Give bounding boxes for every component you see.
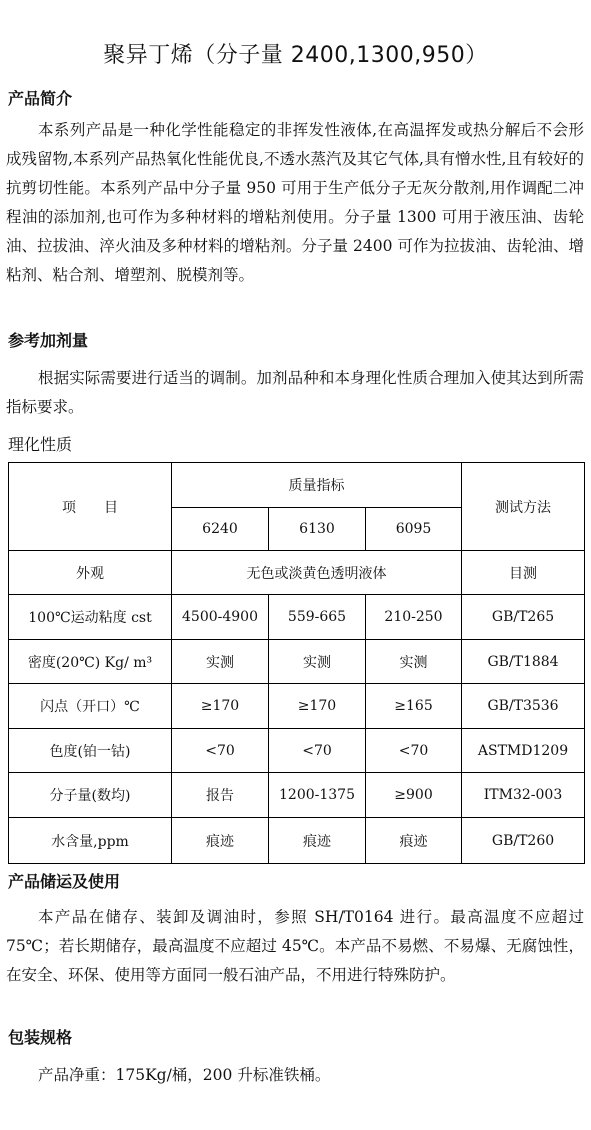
row-value-6130: 痕迹 xyxy=(269,818,366,864)
row-value-6240: 4500-4900 xyxy=(172,595,269,640)
table-row xyxy=(9,640,585,684)
quality-header: 质量指标 xyxy=(172,463,462,508)
table-row xyxy=(9,818,585,864)
grade-6095: 6095 xyxy=(366,508,462,551)
intro-heading: 产品简介 xyxy=(8,89,73,108)
row-label: 色度(铂一钴) xyxy=(9,729,172,773)
grade-6240: 6240 xyxy=(172,508,269,551)
table-row xyxy=(9,773,585,818)
appearance-method: 目测 xyxy=(462,551,585,595)
storage-heading: 产品储运及使用 xyxy=(8,872,121,891)
row-label: 100℃运动粘度 cst xyxy=(9,595,172,640)
row-value-6130: ≥170 xyxy=(269,684,366,729)
item-header: 项 目 xyxy=(9,463,172,551)
row-value-6240: 痕迹 xyxy=(172,818,269,864)
table-row xyxy=(9,729,585,773)
packaging-paragraph: 产品净重：175Kg/桶，200 升标准铁桶。 xyxy=(38,1066,331,1084)
row-value-6130: <70 xyxy=(269,729,366,773)
row-method: GB/T1884 xyxy=(462,640,585,684)
row-value-6240: <70 xyxy=(172,729,269,773)
row-method: ITM32-003 xyxy=(462,773,585,818)
row-label: 水含量,ppm xyxy=(9,818,172,864)
method-header: 测试方法 xyxy=(462,463,585,551)
row-value-6130: 实测 xyxy=(269,640,366,684)
row-value-6095: <70 xyxy=(366,729,462,773)
row-value-6240: ≥170 xyxy=(172,684,269,729)
row-value-6240: 实测 xyxy=(172,640,269,684)
row-value-6095: 痕迹 xyxy=(366,818,462,864)
appearance-value: 无色或淡黄色透明液体 xyxy=(172,551,462,595)
row-method: GB/T3536 xyxy=(462,684,585,729)
dosage-heading: 参考加剂量 xyxy=(8,331,89,350)
row-label: 分子量(数均) xyxy=(9,773,172,818)
page-title: 聚异丁烯（分子量 2400,1300,950） xyxy=(103,43,488,68)
row-value-6130: 1200-1375 xyxy=(269,773,366,818)
row-label: 密度(20℃) Kg/ m³ xyxy=(9,640,172,684)
appearance-label: 外观 xyxy=(9,551,172,595)
table-row xyxy=(9,684,585,729)
row-method: ASTMD1209 xyxy=(462,729,585,773)
grade-6130: 6130 xyxy=(269,508,366,551)
intro-paragraph: 本系列产品是一种化学性能稳定的非挥发性液体,在高温挥发或热分解后不会形成残留物,本系列产品热氧化性能优良,不透水蒸汽及其它气体,具有憎水性,且有较好的抗剪切性能。本系列产品中分子量 950 可用于生产低分子无灰分散剂,用作调配二冲程油的添加剂,也可作为多种材料的增粘剂使用。分子量 1300 可用于液压油、齿轮油、拉拔油、淬火油及多种材料的增粘剂。分子量 2400 可作为拉拔油、齿轮油、增粘剂、粘合剂、增塑剂、脱模剂等。 xyxy=(6,121,584,284)
row-label: 闪点（开口）℃ xyxy=(9,684,172,729)
table-row xyxy=(9,595,585,640)
row-value-6095: ≥165 xyxy=(366,684,462,729)
row-value-6130: 559-665 xyxy=(269,595,366,640)
row-method: GB/T260 xyxy=(462,818,585,864)
row-value-6240: 报告 xyxy=(172,773,269,818)
storage-paragraph: 本产品在储存、装卸及调油时，参照 SH/T0164 进行。最高温度不应超过 75℃；若长期储存，最高温度不应超过 45℃。本产品不易燃、不易爆、无腐蚀性，在安全、环保、使用等方面同一般石油产品，不用进行特殊防护。 xyxy=(6,908,584,984)
packaging-heading: 包装规格 xyxy=(8,1028,73,1047)
properties-table xyxy=(8,462,585,864)
row-value-6095: 实测 xyxy=(366,640,462,684)
row-value-6095: ≥900 xyxy=(366,773,462,818)
row-method: GB/T265 xyxy=(462,595,585,640)
dosage-paragraph: 根据实际需要进行适当的调制。加剂品种和本身理化性质合理加入使其达到所需指标要求。 xyxy=(6,369,584,416)
row-value-6095: 210-250 xyxy=(366,595,462,640)
properties-heading: 理化性质 xyxy=(8,435,73,454)
